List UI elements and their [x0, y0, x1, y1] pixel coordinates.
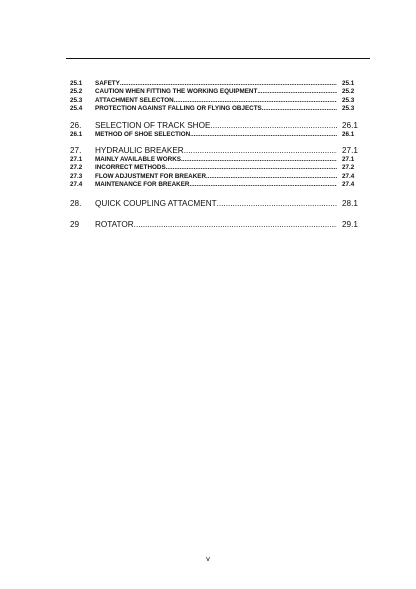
toc-entry-number: 26.1 [70, 130, 83, 138]
header-rule [66, 58, 370, 59]
toc-entry-title: INCORRECT METHODS [95, 164, 166, 172]
toc-chapter-entry[interactable] [70, 199, 364, 209]
toc-entry-number: 27.3 [70, 172, 83, 180]
toc-entry-title: MAINLY AVAILABLE WORKS [95, 156, 181, 164]
toc-section-29 [70, 220, 364, 230]
toc-entry-page: 25.2 [342, 88, 355, 96]
toc-leader-dots [166, 164, 337, 172]
toc-entry-number: 25.2 [70, 88, 83, 96]
toc-chapter-title: HYDRAULIC BREAKER [95, 146, 184, 156]
toc-leader-dots [257, 88, 337, 96]
table-of-contents [70, 80, 364, 230]
toc-leader-dots [184, 146, 337, 156]
toc-chapter-number: 26. [70, 120, 82, 130]
toc-entry-title: SAFETY [95, 80, 120, 87]
toc-entry[interactable] [70, 181, 364, 189]
toc-entry-title: CAUTION WHEN FITTING THE WORKING EQUIPMENT [95, 88, 258, 96]
toc-entry-title: METHOD OF SHOE SELECTION [95, 130, 191, 138]
toc-leader-dots [174, 97, 337, 105]
toc-chapter-title: ROTATOR [95, 219, 134, 229]
toc-entry[interactable] [70, 97, 364, 105]
toc-chapter-page: 28.1 [342, 198, 358, 208]
toc-entry-page: 27.4 [342, 181, 355, 189]
toc-entry[interactable] [70, 88, 364, 96]
toc-chapter-number: 29 [70, 219, 80, 229]
toc-chapter-title: SELECTION OF TRACK SHOE [95, 120, 211, 130]
toc-chapter-number: 28. [70, 198, 82, 208]
toc-entry[interactable] [70, 105, 364, 113]
toc-entry[interactable] [70, 164, 364, 172]
toc-entry-number: 27.1 [70, 156, 83, 164]
toc-section-26 [70, 121, 364, 139]
toc-entry-title: FLOW ADJUSTMENT FOR BREAKER [95, 172, 207, 180]
toc-entry[interactable] [70, 173, 364, 181]
toc-chapter-page: 27.1 [342, 146, 358, 156]
toc-leader-dots [206, 173, 337, 181]
toc-leader-dots [190, 131, 337, 139]
toc-entry-number: 25.3 [70, 96, 83, 104]
toc-entry-page: 25.3 [342, 105, 355, 113]
toc-entry[interactable] [70, 131, 364, 139]
toc-leader-dots [189, 181, 337, 189]
toc-section-25 [70, 80, 364, 114]
toc-entry-page: 27.2 [342, 164, 355, 172]
toc-entry-page: 25.1 [342, 80, 355, 87]
toc-chapter-entry[interactable] [70, 146, 364, 156]
toc-chapter-number: 27. [70, 146, 82, 156]
toc-entry-number: 27.4 [70, 181, 83, 189]
toc-entry-number: 25.1 [70, 80, 83, 87]
toc-entry-number: 25.4 [70, 105, 83, 113]
toc-entry-title: ATTACHMENT SELECTON [95, 96, 174, 104]
toc-entry-page: 27.4 [342, 172, 355, 180]
toc-entry-title: MAINTENANCE FOR BREAKER [95, 181, 190, 189]
toc-chapter-page: 29.1 [342, 219, 358, 229]
toc-chapter-entry[interactable] [70, 220, 364, 230]
toc-leader-dots [181, 156, 337, 164]
toc-entry-page: 27.1 [342, 156, 355, 164]
toc-entry[interactable] [70, 156, 364, 164]
toc-chapter-title: QUICK COUPLING ATTACMENT [95, 198, 217, 208]
toc-entry-number: 27.2 [70, 164, 83, 172]
page-number: v [206, 554, 210, 563]
toc-leader-dots [120, 80, 337, 88]
toc-entry-page: 26.1 [342, 130, 355, 138]
toc-entry-title: PROTECTION AGAINST FALLING OR FLYING OBJECTS [95, 105, 262, 113]
toc-section-28 [70, 199, 364, 209]
toc-leader-dots [134, 220, 337, 230]
toc-leader-dots [210, 121, 337, 131]
toc-chapter-page: 26.1 [342, 120, 358, 130]
toc-section-27 [70, 146, 364, 190]
toc-entry-page: 25.3 [342, 96, 355, 104]
toc-leader-dots [217, 199, 337, 209]
toc-entry[interactable] [70, 80, 364, 88]
toc-chapter-entry[interactable] [70, 121, 364, 131]
toc-leader-dots [262, 105, 337, 113]
